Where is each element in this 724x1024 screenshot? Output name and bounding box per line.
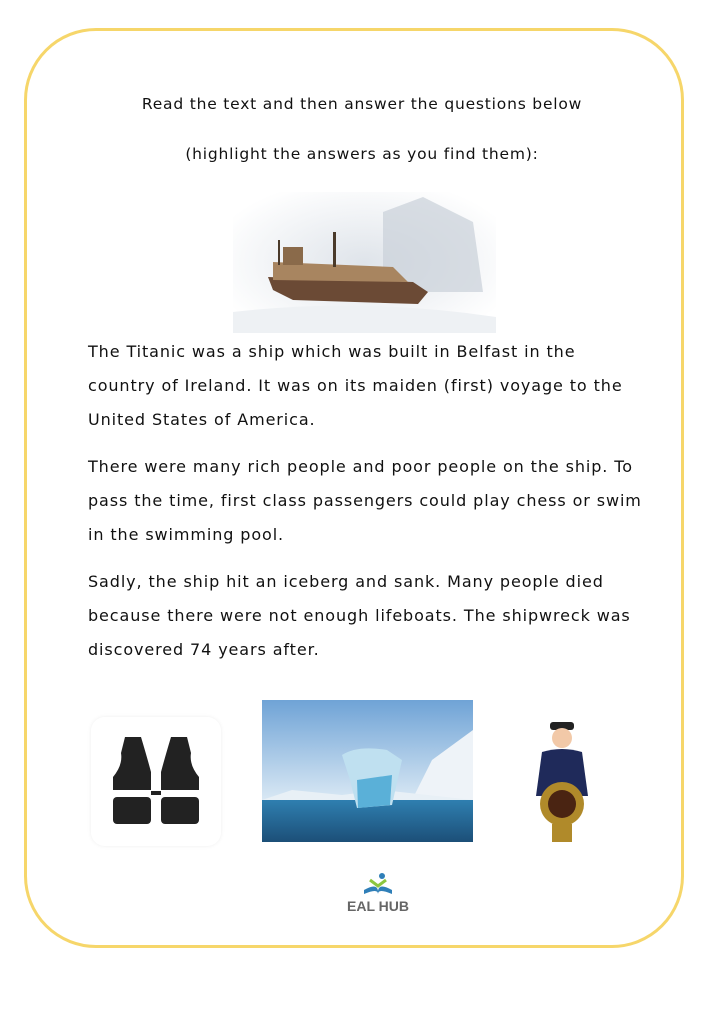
iceberg-image	[262, 700, 473, 842]
eal-hub-logo-text: EAL HUB	[347, 898, 409, 914]
eal-hub-logo-icon	[360, 872, 396, 896]
titanic-wreck-image	[233, 192, 496, 333]
life-jacket-icon	[91, 717, 221, 846]
paragraph-2: There were many rich people and poor people on the ship. To pass the time, first class passengers could play chess or swim in the swimming pool.	[88, 457, 642, 544]
ship-captain-image	[522, 716, 604, 844]
paragraph-3: Sadly, the ship hit an iceberg and sank. Many people died because there were not enough lifeboats. The shipwreck was discovered 74 years after.	[88, 572, 631, 659]
paragraph-1: The Titanic was a ship which was built in Belfast in the country of Ireland. It was on its maiden (first) voyage to the United States of America.	[88, 342, 623, 429]
eal-hub-logo	[336, 872, 420, 916]
instruction-line-1: Read the text and then answer the questions below	[141, 95, 583, 113]
instruction-line-2: (highlight the answers as you find them):	[185, 145, 539, 163]
